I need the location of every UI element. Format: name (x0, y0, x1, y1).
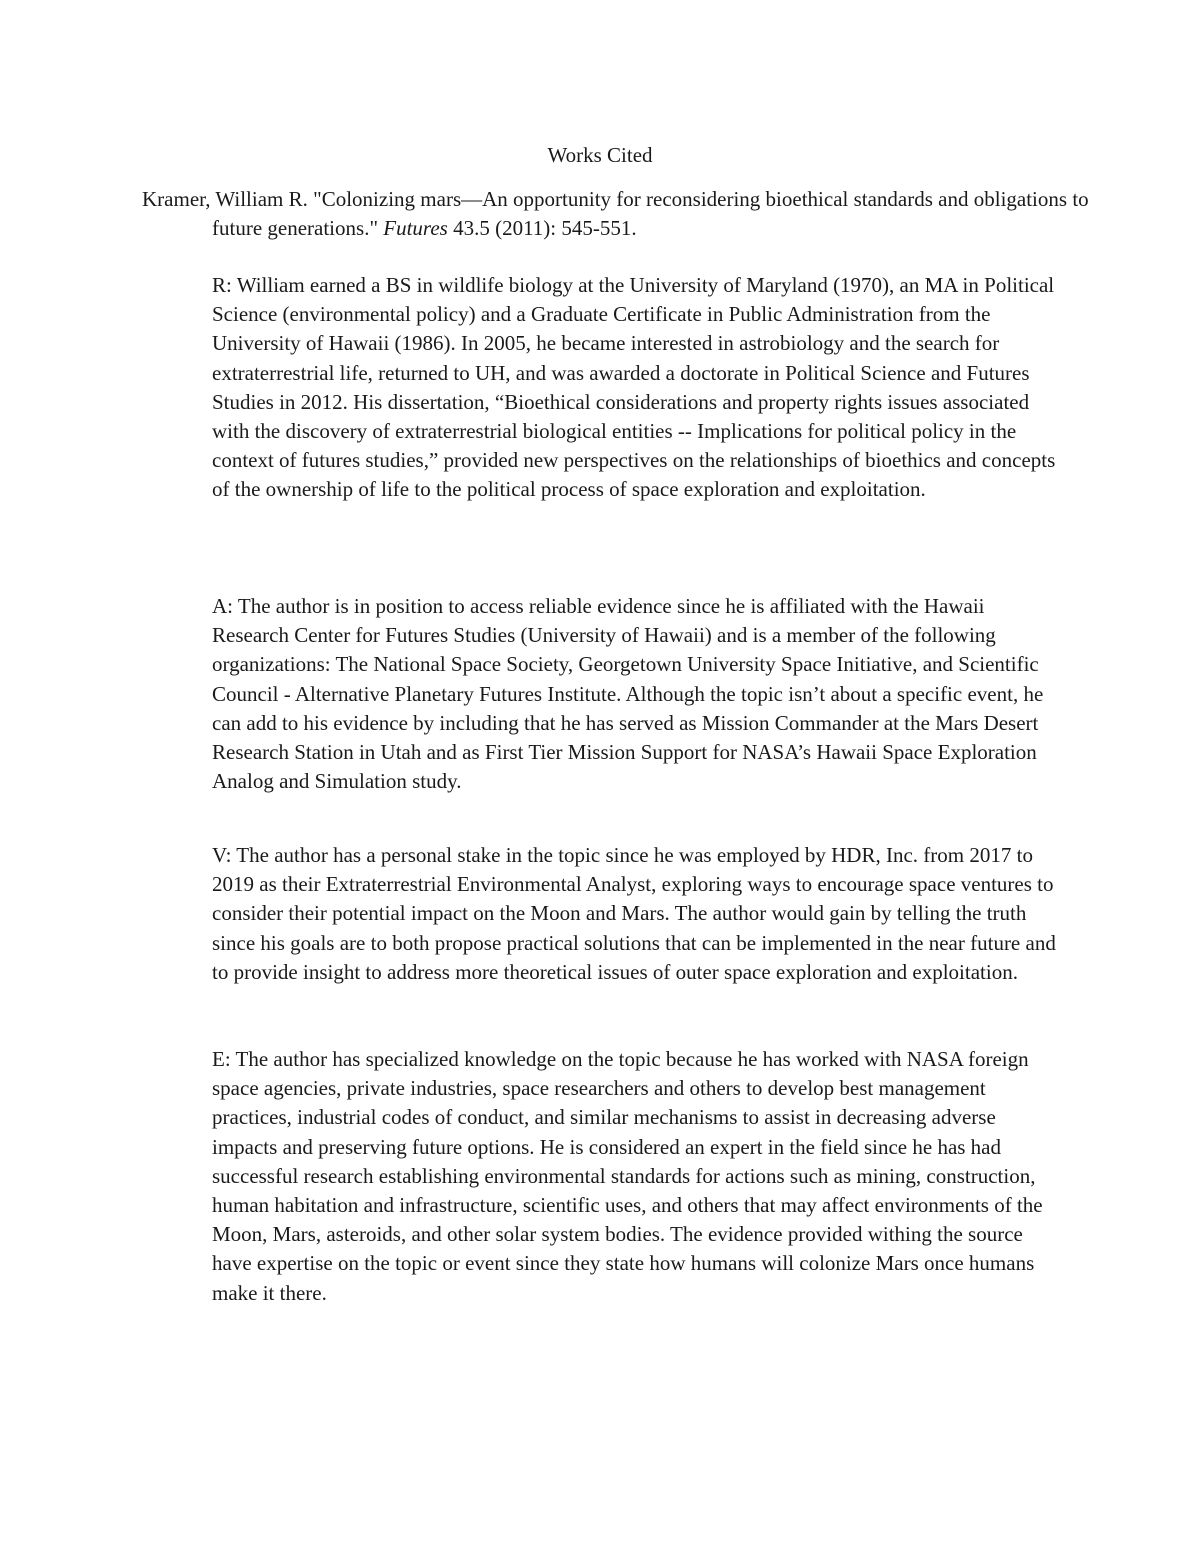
citation-volume-pages: 43.5 (2011): 545-551. (447, 216, 637, 240)
annotation-expertise: E: The author has specialized knowledge on the topic because he has worked with NASA foreign space agencies, private industries, space researchers and others to develop best management practices, industrial codes of conduct, and similar mechanisms to assist in decreasing adverse impacts and preserving future options. He is considered an expert in the field since he has had successful research establishing environmental standards for actions such as mining, construction, human habitation and infrastructure, scientific uses, and others that may affect environments of the Moon, Mars, asteroids, and other solar system bodies. The evidence provided withing the source have expertise on the topic or event since they state how humans will colonize Mars once humans make it there. (212, 1047, 1043, 1305)
annotation-ability: A: The author is in position to access reliable evidence since he is affiliated with the Hawaii Research Center for Futures Studies (University of Hawaii) and is a member of the following organizations: The National Space Society, Georgetown University Space Initiative, and Scientific Council - Alternative Planetary Futures Institute. Although the topic isn’t about a specific event, he can add to his evidence by including that he has served as Mission Commander at the Mars Desert Research Station in Utah and as First Tier Mission Support for NASA’s Hawaii Space Exploration Analog and Simulation study. (212, 594, 1044, 794)
journal-title: Futures (383, 216, 448, 240)
page-title: Works Cited (547, 143, 653, 167)
citation-text: Kramer, William R. "Colonizing mars—An opportunity for reconsidering bioethical standards and obligations to future generations." (142, 187, 1089, 240)
annotation-vested-interest: V: The author has a personal stake in the topic since he was employed by HDR, Inc. from 2017 to 2019 as their Extraterrestrial Environmental Analyst, exploring ways to encourage space ventures to consider their potential impact on the Moon and Mars. The author would gain by telling the truth since his goals are to both propose practical solutions that can be implemented in the near future and to provide insight to address more theoretical issues of outer space exploration and exploitation. (212, 843, 1056, 984)
annotation-relevance: R: William earned a BS in wildlife biology at the University of Maryland (1970), an MA in Political Science (environmental policy) and a Graduate Certificate in Public Administration from the University of Hawaii (1986). In 2005, he became interested in astrobiology and the search for extraterrestrial life, returned to UH, and was awarded a doctorate in Political Science and Futures Studies in 2012. His dissertation, “Bioethical considerations and property rights issues associated with the discovery of extraterrestrial biological entities -- Implications for political policy in the context of futures studies,” provided new perspectives on the relationships of bioethics and concepts of the ownership of life to the political process of space exploration and exploitation. (212, 273, 1056, 502)
works-cited-entry (142, 185, 1112, 243)
